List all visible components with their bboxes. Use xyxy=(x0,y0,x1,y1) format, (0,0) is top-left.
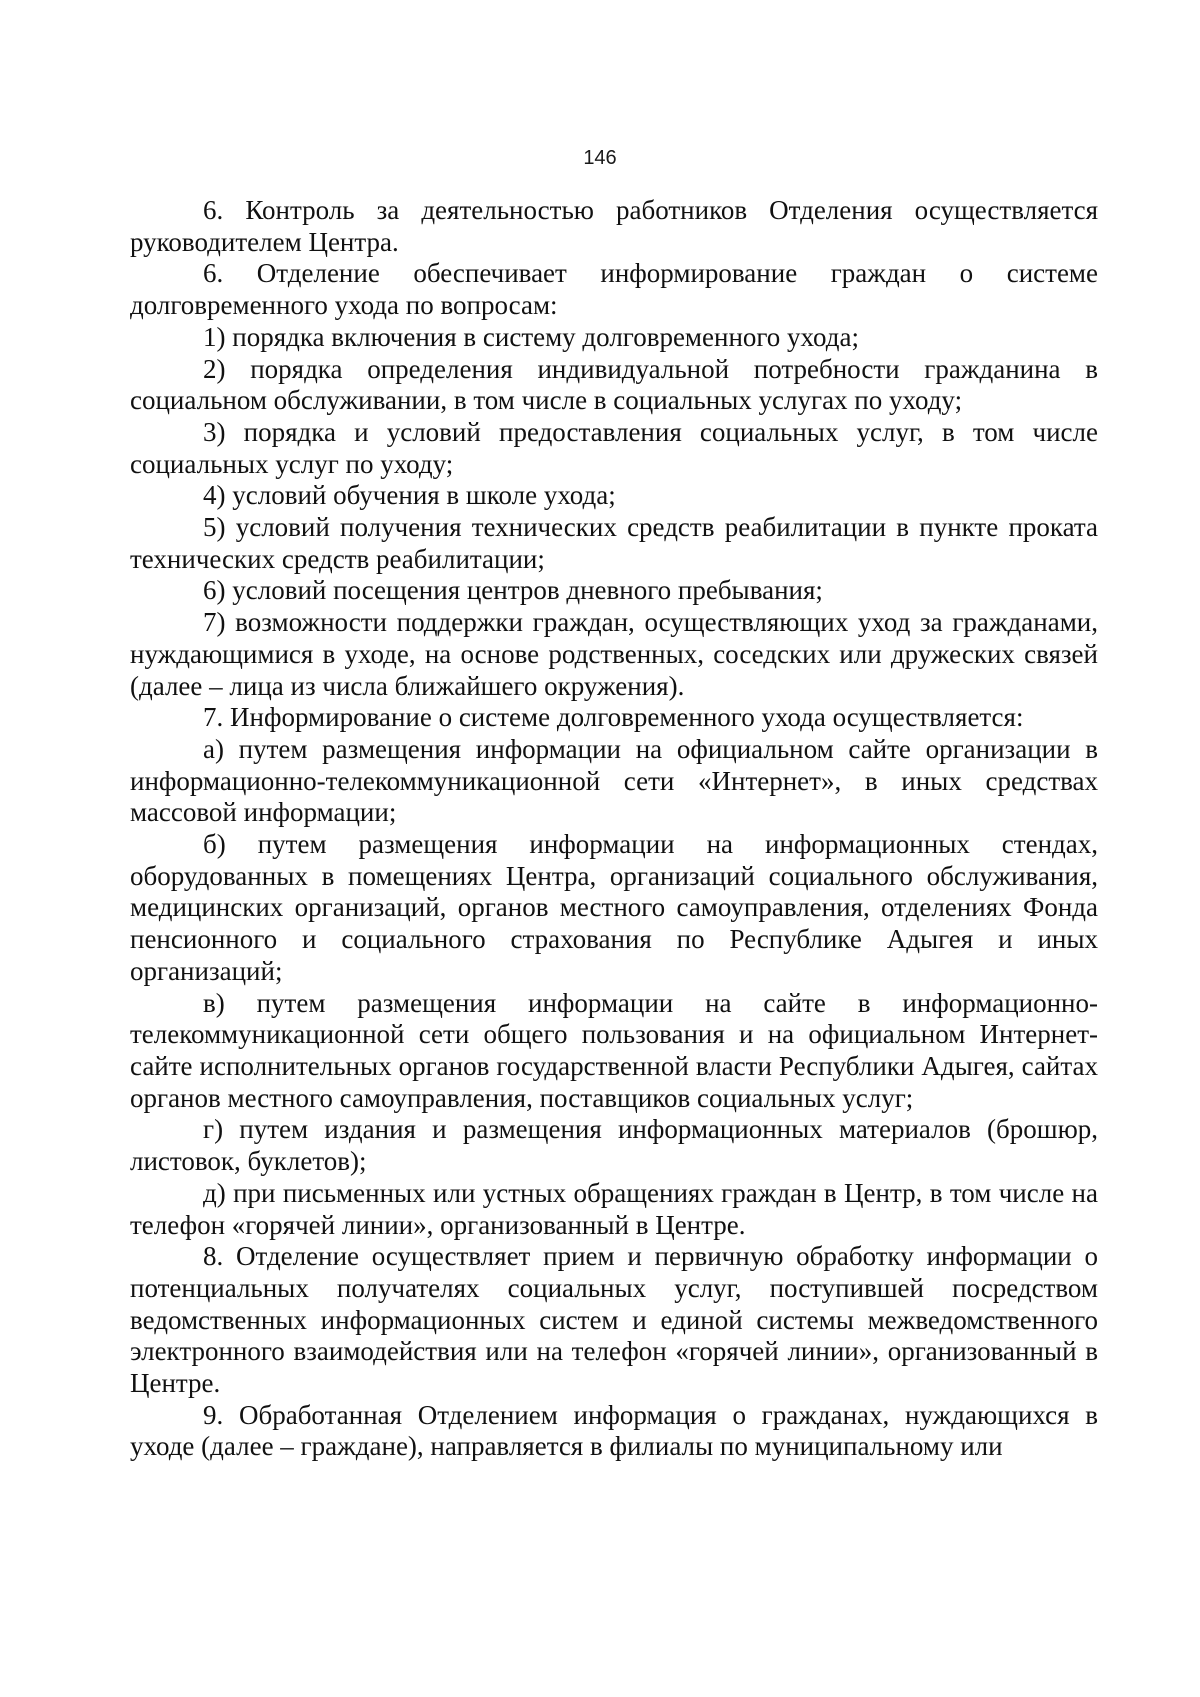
list-item-3: 3) порядка и условий предоставления социальных услуг, в том числе социальных услуг по уходу; xyxy=(130,416,1098,479)
paragraph-6-informing: 6. Отделение обеспечивает информирование граждан о системе долговременного ухода по вопросам: xyxy=(130,258,1098,321)
list-item-b: б) путем размещения информации на информационных стендах, оборудованных в помещениях Центра, организаций социального обслуживания, медицинских организаций, органов местного самоуправления, отделениях Фонда пенсионного и социального страхования по Республике Адыгея и иных организаций; xyxy=(130,829,1098,986)
list-item-5: 5) условий получения технических средств реабилитации в пункте проката технических средств реабилитации; xyxy=(130,512,1098,574)
list-item-2: 2) порядка определения индивидуальной потребности гражданина в социальном обслуживании, в том числе в социальных услугах по уходу; xyxy=(130,353,1098,416)
paragraph-9-processed-info: 9. Обработанная Отделением информация о гражданах, нуждающихся в уходе (далее – граждане), направляется в филиалы по муниципальному или xyxy=(130,1399,1098,1462)
list-item-1: 1) порядка включения в систему долговременного ухода; xyxy=(203,321,859,352)
list-item-v: в) путем размещения информации на сайте в информационно-телекоммуникационной сети общего пользования и на официальном Интернет-сайте исполнительных органов государственной власти Республики Адыгея, сайтах органов местного самоуправления, поставщиков социальных услуг; xyxy=(130,987,1098,1113)
list-item-4: 4) условий обучения в школе ухода; xyxy=(203,480,616,511)
list-item-d: д) при письменных или устных обращениях граждан в Центр, в том числе на телефон «горячей линии», организованный в Центре. xyxy=(130,1177,1098,1240)
paragraph-8-reception: 8. Отделение осуществляет прием и первичную обработку информации о потенциальных получателях социальных услуг, поступившей посредством ведомственных информационных систем и единой системы межведомственного электронного взаимодействия или на телефон «горячей линии», организованный в Центре. xyxy=(130,1241,1098,1399)
paragraph-6-control: 6. Контроль за деятельностью работников Отделения осуществляется руководителем Центра. xyxy=(130,195,1098,257)
list-item-6: 6) условий посещения центров дневного пребывания; xyxy=(203,575,823,606)
list-item-g: г) путем издания и размещения информационных материалов (брошюр, листовок, буклетов); xyxy=(130,1114,1098,1177)
list-item-7: 7) возможности поддержки граждан, осуществляющих уход за гражданами, нуждающимися в уходе, на основе родственных, соседских или дружеских связей (далее – лица из числа ближайшего окружения). xyxy=(130,607,1098,701)
list-item-a: а) путем размещения информации на официальном сайте организации в информационно-телекоммуникационной сети «Интернет», в иных средствах массовой информации; xyxy=(130,733,1098,828)
paragraph-7-informing-methods: 7. Информирование о системе долговременного ухода осуществляется: xyxy=(203,702,1024,733)
page-number: 146 xyxy=(583,147,617,169)
document-body xyxy=(130,195,1098,1463)
